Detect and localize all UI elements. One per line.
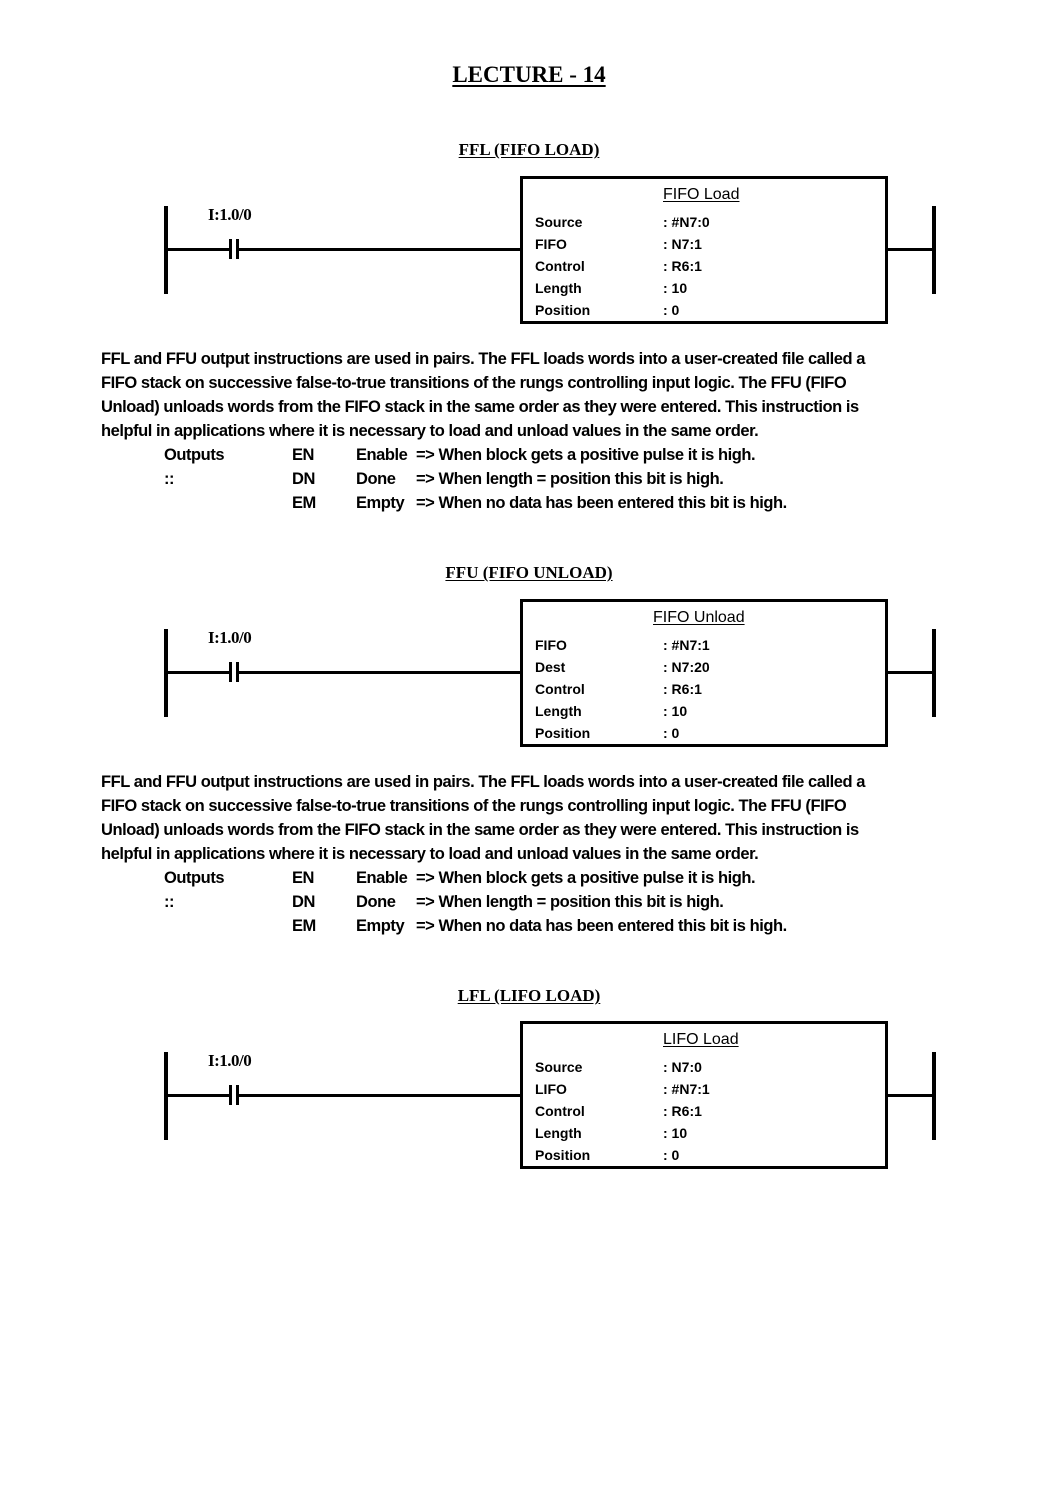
block-title: FIFO Unload	[653, 609, 745, 626]
rung-wire	[886, 671, 934, 674]
block-row-position: Position : 0	[535, 725, 680, 741]
rung-wire	[238, 1094, 522, 1097]
fifo-unload-block	[520, 599, 888, 747]
contact-icon	[229, 662, 232, 682]
contact-address-label: I:1.0/0	[208, 1051, 252, 1070]
block-row-lifo: LIFO : #N7:1	[535, 1081, 710, 1097]
block-title: FIFO Load	[663, 186, 740, 203]
block-row-length: Length : 10	[535, 1125, 688, 1141]
rung-wire	[886, 248, 934, 251]
description-paragraph: FFL and FFU output instructions are used in pairs. The FFL loads words into a user-created file called a FIFO stack on successive false-to-true transitions of the rungs controlling input logic. The FFU (FIFO Unload) unloads words from the FIFO stack in the same order as they were entered. This instruction is helpful in applications where it is necessary to load and unload values in the same order.	[101, 350, 865, 440]
lifo-load-block	[520, 1021, 888, 1169]
contact-icon	[229, 239, 232, 259]
block-row-fifo: FIFO : N7:1	[535, 236, 702, 252]
block-row-source: Source : #N7:0	[535, 214, 710, 230]
section-heading-ffl: FFL (FIFO LOAD)	[458, 140, 600, 159]
contact-address-label: I:1.0/0	[208, 628, 252, 647]
section-heading-ffu: FFU (FIFO UNLOAD)	[445, 563, 613, 582]
section-heading-lfl: LFL (LIFO LOAD)	[457, 986, 601, 1005]
rung-wire	[166, 671, 230, 674]
right-power-rail	[932, 1052, 936, 1140]
block-row-position: Position : 0	[535, 1147, 680, 1163]
rung-wire	[166, 1094, 230, 1097]
block-row-length: Length : 10	[535, 703, 688, 719]
block-row-control: Control : R6:1	[535, 1103, 702, 1119]
right-power-rail	[932, 206, 936, 294]
fifo-load-block	[520, 176, 888, 324]
block-row-dest: Dest : N7:20	[535, 659, 710, 675]
rung-wire	[166, 248, 230, 251]
block-row-position: Position : 0	[535, 302, 680, 318]
block-row-source: Source : N7:0	[535, 1059, 702, 1075]
right-power-rail	[932, 629, 936, 717]
block-row-length: Length : 10	[535, 280, 688, 296]
page-title: LECTURE - 14	[452, 62, 606, 87]
block-row-control: Control : R6:1	[535, 681, 702, 697]
block-row-fifo: FIFO : #N7:1	[535, 637, 710, 653]
rung-wire	[238, 248, 522, 251]
block-title: LIFO Load	[663, 1031, 739, 1048]
description-paragraph: FFL and FFU output instructions are used in pairs. The FFL loads words into a user-created file called a FIFO stack on successive false-to-true transitions of the rungs controlling input logic. The FFU (FIFO Unload) unloads words from the FIFO stack in the same order as they were entered. This instruction is helpful in applications where it is necessary to load and unload values in the same order.	[101, 773, 865, 863]
contact-address-label: I:1.0/0	[208, 205, 252, 224]
contact-icon	[229, 1085, 232, 1105]
rung-wire	[886, 1094, 934, 1097]
block-row-control: Control : R6:1	[535, 258, 702, 274]
rung-wire	[238, 671, 522, 674]
